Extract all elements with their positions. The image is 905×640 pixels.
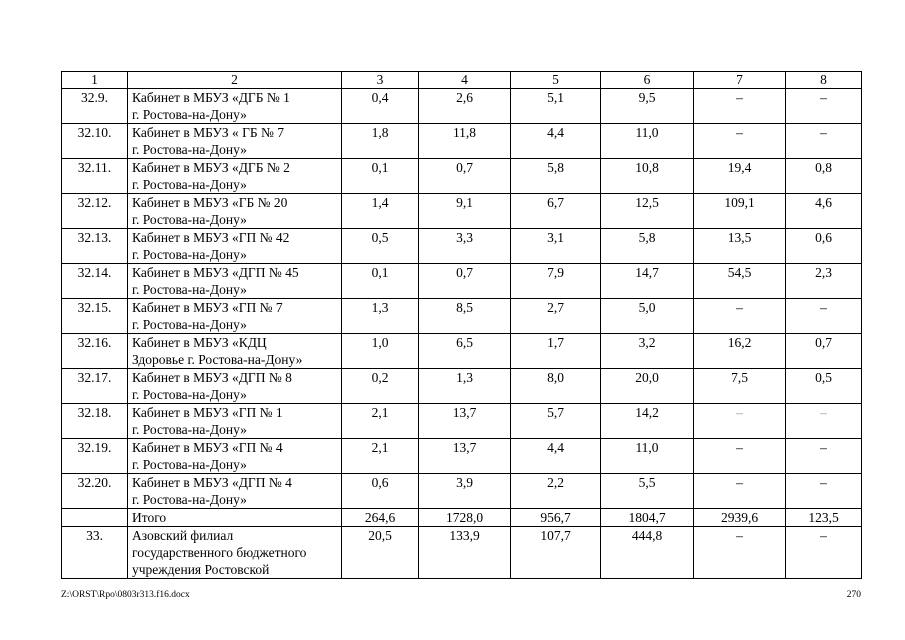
value-col-8: 0,6 [786,229,862,264]
value-col-3: 2,1 [342,404,419,439]
value-col-6: 14,2 [601,404,694,439]
value-col-6: 5,8 [601,229,694,264]
institution-name [128,194,342,229]
value-col-6: 11,0 [601,124,694,159]
value-col-3: 2,1 [342,439,419,474]
value-col-8: 0,8 [786,159,862,194]
value-col-8: 0,7 [786,334,862,369]
institution-name [128,89,342,124]
value-col-4: 11,8 [419,124,511,159]
value-col-5: 8,0 [511,369,601,404]
row-number: 32.16. [62,334,128,369]
value-col-6: 5,5 [601,474,694,509]
value-col-6: 444,8 [601,527,694,579]
value-col-7: – [694,474,786,509]
value-col-7: – [694,527,786,579]
header-row [62,72,862,89]
institution-name-line: г. Ростова-на-Дону» [132,457,247,472]
institution-name-line: Азовский филиал [132,528,234,543]
value-col-7: 109,1 [694,194,786,229]
value-col-7: – [694,299,786,334]
row-number: 32.15. [62,299,128,334]
institution-name-line: Кабинет в МБУЗ «ДГП № 45 [132,265,299,280]
value-col-5: 4,4 [511,439,601,474]
value-col-7: – [694,124,786,159]
value-col-4: 13,7 [419,439,511,474]
table-row [62,439,862,474]
value-col-8: – [786,299,862,334]
value-col-3: 1,0 [342,334,419,369]
institution-name [128,124,342,159]
row-number: 32.17. [62,369,128,404]
table-row [62,474,862,509]
table-row [62,527,862,579]
value-col-4: 9,1 [419,194,511,229]
column-header-2: 2 [128,72,342,89]
value-col-7: – [694,404,786,439]
value-col-7: 16,2 [694,334,786,369]
value-col-3: 0,5 [342,229,419,264]
row-number: 32.19. [62,439,128,474]
column-header-4: 4 [419,72,511,89]
institution-name [128,229,342,264]
column-header-8: 8 [786,72,862,89]
institution-name: Итого [128,509,342,527]
institution-name-line: г. Ростова-на-Дону» [132,247,247,262]
row-number: 32.20. [62,474,128,509]
institution-name-line: Кабинет в МБУЗ «ГП № 1 [132,405,283,420]
file-path: Z:\ORST\Rpo\0803r313.f16.docx [61,590,190,600]
institution-name [128,159,342,194]
value-col-5: 1,7 [511,334,601,369]
institution-name-line: г. Ростова-на-Дону» [132,142,247,157]
value-col-8: – [786,89,862,124]
value-col-3: 1,8 [342,124,419,159]
value-col-7: 19,4 [694,159,786,194]
value-col-5: 7,9 [511,264,601,299]
value-col-5: 2,7 [511,299,601,334]
value-col-7: 13,5 [694,229,786,264]
value-col-3: 0,1 [342,159,419,194]
institution-name [128,439,342,474]
value-col-3: 20,5 [342,527,419,579]
institution-name-line: Кабинет в МБУЗ «ДГБ № 2 [132,160,290,175]
row-number: 33. [62,527,128,579]
value-col-3: 0,6 [342,474,419,509]
value-col-5: 3,1 [511,229,601,264]
row-number: 32.13. [62,229,128,264]
value-col-3: 0,1 [342,264,419,299]
value-col-8: – [786,439,862,474]
institution-name-line: Кабинет в МБУЗ «ДГБ № 1 [132,90,290,105]
institution-name-line: Кабинет в МБУЗ «КДЦ [132,335,267,350]
value-col-6: 12,5 [601,194,694,229]
institution-name-line: Кабинет в МБУЗ «ГП № 4 [132,440,283,455]
value-col-5: 107,7 [511,527,601,579]
institution-name [128,527,342,579]
value-col-8: 4,6 [786,194,862,229]
value-col-8: – [786,474,862,509]
institution-name-line: Кабинет в МБУЗ «ДГП № 8 [132,370,292,385]
value-col-5: 956,7 [511,509,601,527]
value-col-3: 1,4 [342,194,419,229]
value-col-3: 1,3 [342,299,419,334]
value-col-7: 2939,6 [694,509,786,527]
value-col-7: 54,5 [694,264,786,299]
column-header-3: 3 [342,72,419,89]
column-header-5: 5 [511,72,601,89]
column-header-1: 1 [62,72,128,89]
institution-name-line: г. Ростова-на-Дону» [132,282,247,297]
row-number: 32.11. [62,159,128,194]
value-col-5: 5,8 [511,159,601,194]
institution-name-line: г. Ростова-на-Дону» [132,387,247,402]
institution-name-line: г. Ростова-на-Дону» [132,212,247,227]
value-col-4: 3,3 [419,229,511,264]
value-col-8: – [786,124,862,159]
value-col-3: 264,6 [342,509,419,527]
value-col-4: 6,5 [419,334,511,369]
table-row [62,229,862,264]
value-col-4: 1728,0 [419,509,511,527]
institution-name-line: Кабинет в МБУЗ «ГП № 42 [132,230,290,245]
institution-name [128,404,342,439]
table-row [62,194,862,229]
institution-name [128,299,342,334]
institution-name [128,474,342,509]
row-number: 32.10. [62,124,128,159]
value-col-6: 5,0 [601,299,694,334]
value-col-3: 0,2 [342,369,419,404]
value-col-4: 8,5 [419,299,511,334]
institution-name-line: Кабинет в МБУЗ « ГБ № 7 [132,125,285,140]
value-col-8: 123,5 [786,509,862,527]
data-table [61,71,862,579]
row-number: 32.12. [62,194,128,229]
institution-name-line: Кабинет в МБУЗ «ДГП № 4 [132,475,292,490]
value-col-5: 5,7 [511,404,601,439]
table-row [62,89,862,124]
table-row [62,334,862,369]
value-col-4: 133,9 [419,527,511,579]
institution-name-line: государственного бюджетного [132,545,307,560]
value-col-4: 1,3 [419,369,511,404]
institution-name-line: Кабинет в МБУЗ «ГП № 7 [132,300,283,315]
value-col-8: 2,3 [786,264,862,299]
institution-name-line: г. Ростова-на-Дону» [132,317,247,332]
row-number: 32.14. [62,264,128,299]
value-col-6: 14,7 [601,264,694,299]
value-col-4: 3,9 [419,474,511,509]
institution-name-line: г. Ростова-на-Дону» [132,422,247,437]
value-col-3: 0,4 [342,89,419,124]
value-col-7: – [694,89,786,124]
row-number: 32.18. [62,404,128,439]
institution-name-line: г. Ростова-на-Дону» [132,492,247,507]
institution-name [128,334,342,369]
institution-name-line: Здоровье г. Ростова-на-Дону» [132,352,303,367]
column-header-7: 7 [694,72,786,89]
value-col-4: 0,7 [419,159,511,194]
total-row [62,509,862,527]
table-row [62,404,862,439]
value-col-6: 10,8 [601,159,694,194]
value-col-6: 11,0 [601,439,694,474]
table-row [62,299,862,334]
institution-name-line: г. Ростова-на-Дону» [132,107,247,122]
page-number: 270 [846,590,861,600]
table-row [62,264,862,299]
value-col-5: 6,7 [511,194,601,229]
table-row [62,124,862,159]
column-header-6: 6 [601,72,694,89]
value-col-8: – [786,404,862,439]
value-col-8: – [786,527,862,579]
value-col-5: 5,1 [511,89,601,124]
value-col-4: 0,7 [419,264,511,299]
institution-name-line: Кабинет в МБУЗ «ГБ № 20 [132,195,288,210]
value-col-5: 2,2 [511,474,601,509]
value-col-6: 20,0 [601,369,694,404]
value-col-8: 0,5 [786,369,862,404]
row-number [62,509,128,527]
row-number: 32.9. [62,89,128,124]
value-col-6: 9,5 [601,89,694,124]
value-col-6: 1804,7 [601,509,694,527]
table-row [62,369,862,404]
table-row [62,159,862,194]
value-col-6: 3,2 [601,334,694,369]
institution-name [128,264,342,299]
institution-name [128,369,342,404]
table-body [62,89,862,579]
institution-name-line: учреждения Ростовской [132,562,270,577]
value-col-4: 13,7 [419,404,511,439]
value-col-4: 2,6 [419,89,511,124]
institution-name-line: г. Ростова-на-Дону» [132,177,247,192]
value-col-7: – [694,439,786,474]
value-col-5: 4,4 [511,124,601,159]
value-col-7: 7,5 [694,369,786,404]
